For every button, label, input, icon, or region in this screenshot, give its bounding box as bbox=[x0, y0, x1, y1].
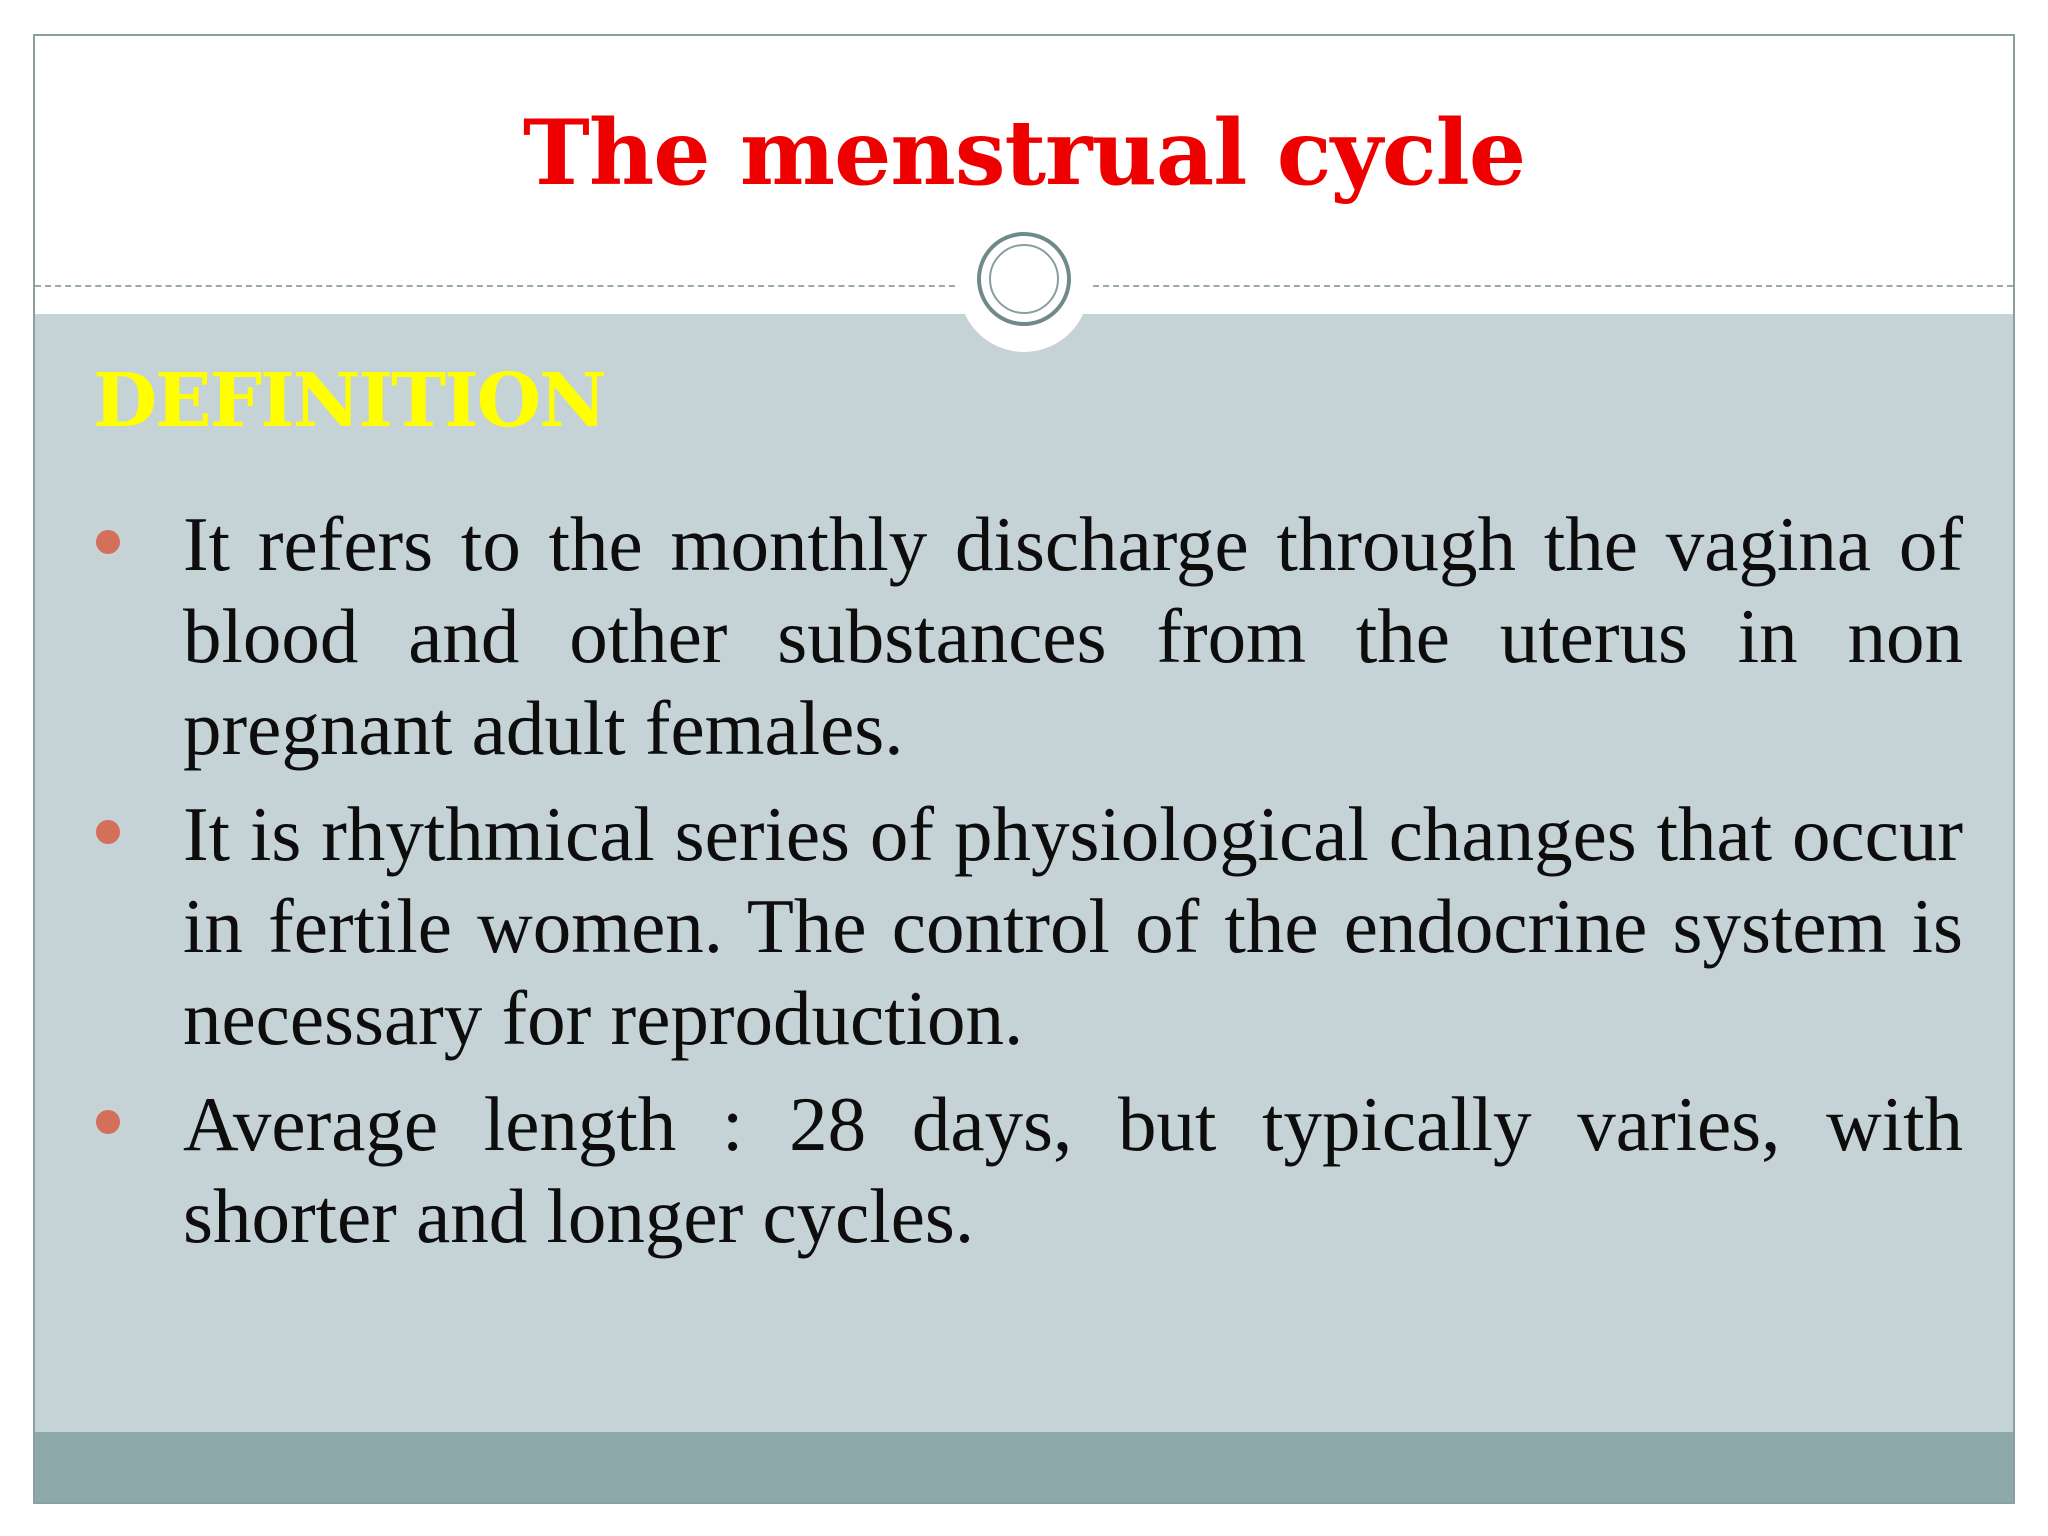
bullet-text: It refers to the monthly discharge through the vagina of blood and other substances from the uterus in non pregnant adult females. bbox=[183, 501, 1963, 771]
ring-inner bbox=[989, 244, 1059, 314]
circle-bullet-icon bbox=[96, 530, 120, 554]
bullet-text: Average length : 28 days, but typically varies, with shorter and longer cycles. bbox=[183, 1081, 1963, 1259]
slide bbox=[33, 34, 2015, 1504]
title-divider-left bbox=[35, 285, 975, 287]
slide-title: The menstrual cycle bbox=[522, 100, 1526, 206]
bullet-text: It is rhythmical series of physiological changes that occur in fertile women. The control of the endocrine system is necessary for reproduction. bbox=[183, 791, 1963, 1061]
list-item bbox=[93, 498, 1963, 774]
ring-icon bbox=[977, 232, 1071, 326]
section-heading: DEFINITION bbox=[93, 358, 605, 444]
circle-bullet-icon bbox=[96, 820, 120, 844]
bullet-list bbox=[93, 498, 1963, 1276]
footer-band bbox=[35, 1432, 2013, 1502]
circle-bullet-icon bbox=[96, 1110, 120, 1134]
title-divider-right bbox=[1093, 285, 2013, 287]
list-item bbox=[93, 788, 1963, 1064]
list-item bbox=[93, 1078, 1963, 1262]
